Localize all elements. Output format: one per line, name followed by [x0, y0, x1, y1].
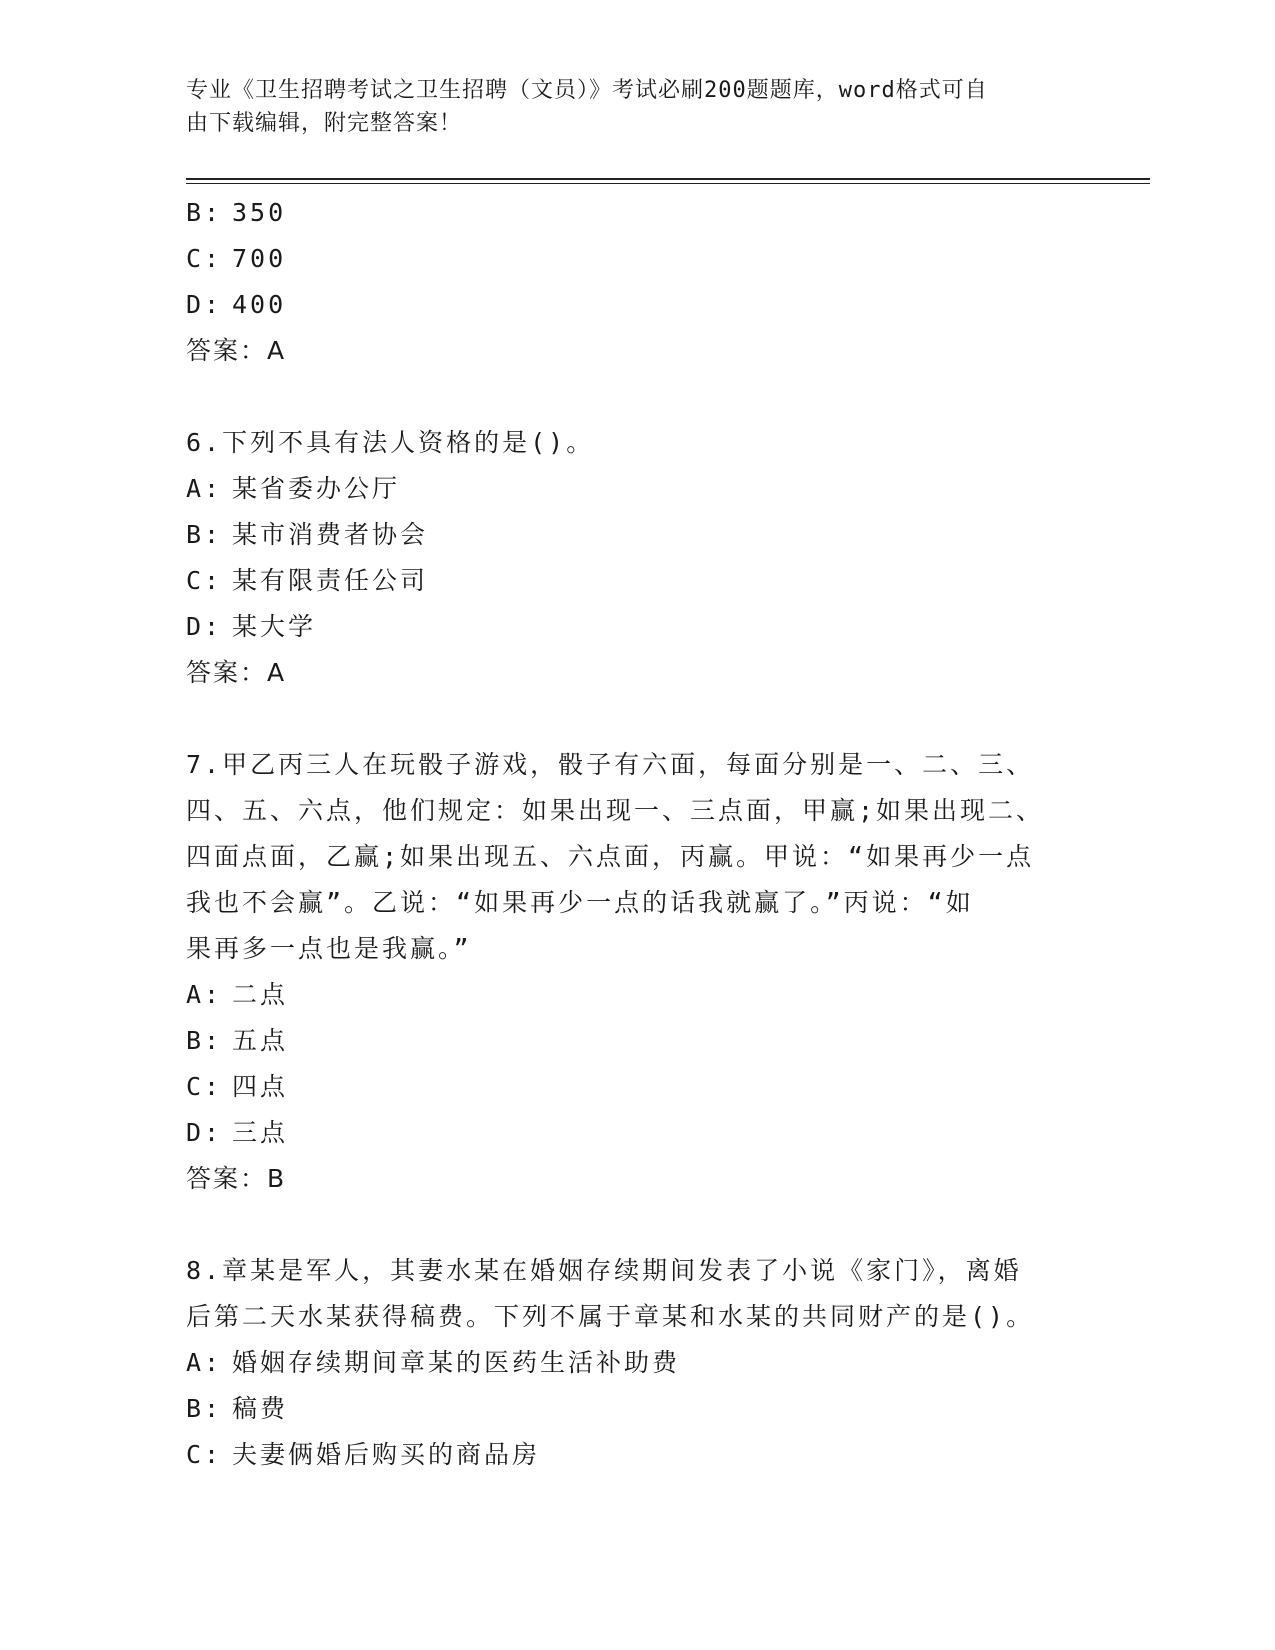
option-d: D: 某大学	[186, 612, 317, 641]
option-b: B: 某市消费者协会	[186, 520, 429, 549]
question-stem: 6.下列不具有法人资格的是()。	[186, 428, 595, 457]
answer-line: 答案：A	[186, 336, 287, 365]
option-b: B: 350	[186, 198, 287, 227]
header-rule-thick	[186, 178, 1150, 180]
question-stem-line: 果再多一点也是我赢。”	[186, 934, 472, 963]
question-stem-line: 四面点面，乙赢;如果出现五、六点面，丙赢。甲说：“如果再少一点	[186, 842, 1035, 871]
option-d: D: 400	[186, 290, 287, 319]
spacer	[186, 1202, 1086, 1248]
question-stem-line: 7.甲乙丙三人在玩骰子游戏，骰子有六面，每面分别是一、二、三、	[186, 750, 1035, 779]
question-stem-line: 后第二天水某获得稿费。下列不属于章某和水某的共同财产的是()。	[186, 1302, 1035, 1331]
header-line-2: 由下载编辑，附完整答案！	[186, 111, 463, 136]
option-b: B: 五点	[186, 1026, 289, 1055]
option-c: C: 700	[186, 244, 287, 273]
option-d: D: 三点	[186, 1118, 289, 1147]
option-a: A: 二点	[186, 980, 289, 1009]
question-stem-line: 我也不会赢”。乙说：“如果再少一点的话我就赢了。”丙说：“如	[186, 888, 974, 917]
question-stem-line: 四、五、六点，他们规定：如果出现一、三点面，甲赢;如果出现二、	[186, 796, 1045, 825]
header-line-1: 专业《卫生招聘考试之卫生招聘（文员）》考试必刷200题题库，word格式可自	[186, 78, 988, 103]
option-c: C: 某有限责任公司	[186, 566, 429, 595]
question-6	[186, 420, 1086, 696]
header-rule-thin	[186, 183, 1150, 184]
spacer	[186, 696, 1086, 742]
question-5-continued	[186, 190, 1086, 374]
option-a: A: 婚姻存续期间章某的医药生活补助费	[186, 1348, 681, 1377]
question-7	[186, 742, 1086, 1202]
option-a: A: 某省委办公厅	[186, 474, 401, 503]
option-c: C: 四点	[186, 1072, 289, 1101]
spacer	[186, 374, 1086, 420]
question-stem-line: 8.章某是军人，其妻水某在婚姻存续期间发表了小说《家门》，离婚	[186, 1256, 1022, 1285]
option-c: C: 夫妻俩婚后购买的商品房	[186, 1440, 541, 1469]
answer-line: 答案：B	[186, 1164, 287, 1193]
page-header	[186, 74, 1066, 140]
question-8	[186, 1248, 1086, 1478]
question-list	[186, 190, 1086, 1478]
answer-line: 答案：A	[186, 658, 287, 687]
option-b: B: 稿费	[186, 1394, 289, 1423]
